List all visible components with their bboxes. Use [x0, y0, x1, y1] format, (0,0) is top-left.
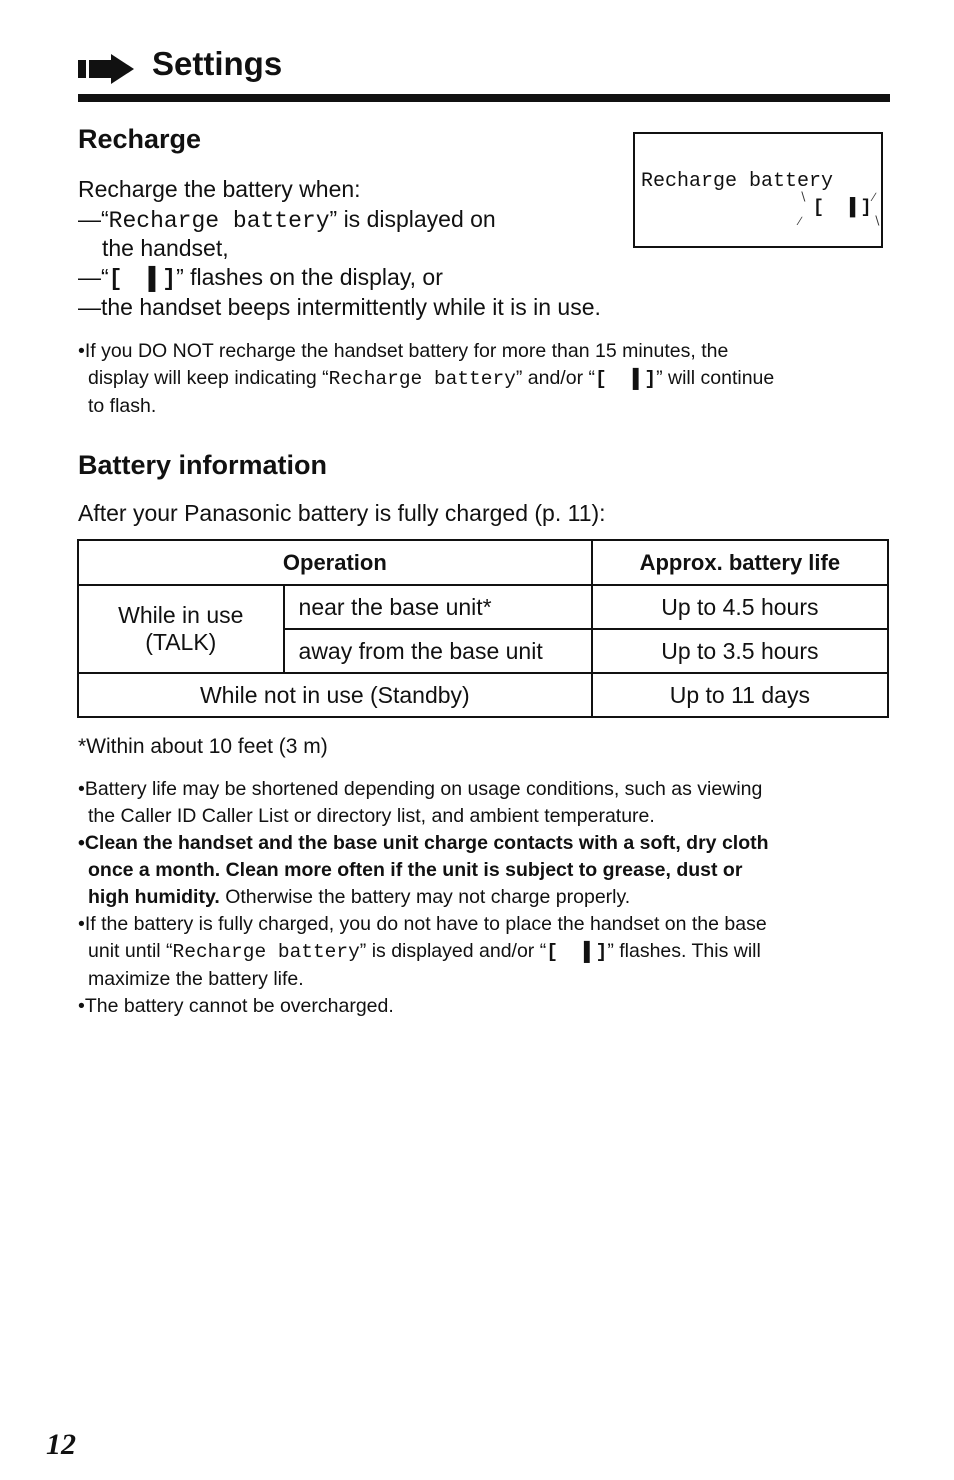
recharge-note: •If you DO NOT recharge the handset battery for more than 15 minutes, the display will keep indicating “Recharge battery” and/or “[ ▌]” will continue to flash.: [78, 340, 775, 417]
flash-mark: ∕: [799, 214, 802, 228]
battery-note-2: •Clean the handset and the base unit charge contacts with a soft, dry cloth once a month. Clean more often if the unit is subject to grease, dust or high humidity. Otherwise the battery may not charge properly.: [78, 832, 769, 908]
header-rule: [78, 94, 890, 102]
recharge-heading: Recharge: [78, 124, 202, 154]
battery-note-4: •The battery cannot be overcharged.: [78, 995, 394, 1017]
battery-life-cell: Up to 11 days: [592, 673, 888, 717]
recharge-bullet-1-cont: the handset,: [102, 235, 229, 261]
battery-note-1: •Battery life may be shortened depending on usage conditions, such as viewing the Caller ID Caller List or directory list, and ambient temperature.: [78, 778, 763, 827]
flash-mark: ∖: [799, 190, 807, 204]
table-header-row: [78, 540, 888, 585]
lcd-line-1: Recharge battery: [641, 170, 834, 193]
recharge-intro: Recharge the battery when:: [78, 176, 361, 202]
battery-intro: After your Panasonic battery is fully charged (p. 11):: [78, 500, 606, 526]
battery-notes: [78, 776, 890, 1020]
flash-mark: ∕: [873, 190, 876, 204]
table-footnote: *Within about 10 feet (3 m): [78, 735, 328, 758]
battery-table: [77, 539, 889, 718]
page-number: 12: [46, 1428, 76, 1461]
column-header-battery-life: Approx. battery life: [592, 540, 888, 585]
table-row: [78, 585, 888, 629]
battery-life-cell: Up to 4.5 hours: [592, 585, 888, 629]
table-row: [78, 673, 888, 717]
recharge-bullet-3: —the handset beeps intermittently while it is in use.: [78, 294, 601, 320]
battery-life-cell: Up to 3.5 hours: [592, 629, 888, 673]
talk-label-cell: While in use (TALK): [78, 585, 284, 673]
lcd-battery-icon: [ ▌]: [813, 198, 872, 218]
recharge-bullet-2: —“[ ▌]” flashes on the display, or: [78, 264, 443, 292]
standby-cell: While not in use (Standby): [78, 673, 592, 717]
page-title: Settings: [152, 45, 283, 82]
arrow-right-icon: [78, 54, 134, 84]
page-header: [78, 42, 890, 106]
lcd-display: [633, 132, 883, 248]
flash-mark: ∖: [873, 214, 881, 228]
battery-heading: Battery information: [78, 450, 328, 480]
operation-cell: away from the base unit: [284, 629, 592, 673]
recharge-bullet-1: —“Recharge battery” is displayed on: [78, 206, 496, 234]
operation-cell: near the base unit*: [284, 585, 592, 629]
battery-note-3: •If the battery is fully charged, you do not have to place the handset on the base unit until “Recharge battery” is displayed and/or “[ ▌]” flashes. This will maximize the battery life.: [78, 913, 767, 990]
column-header-operation: Operation: [78, 540, 592, 585]
